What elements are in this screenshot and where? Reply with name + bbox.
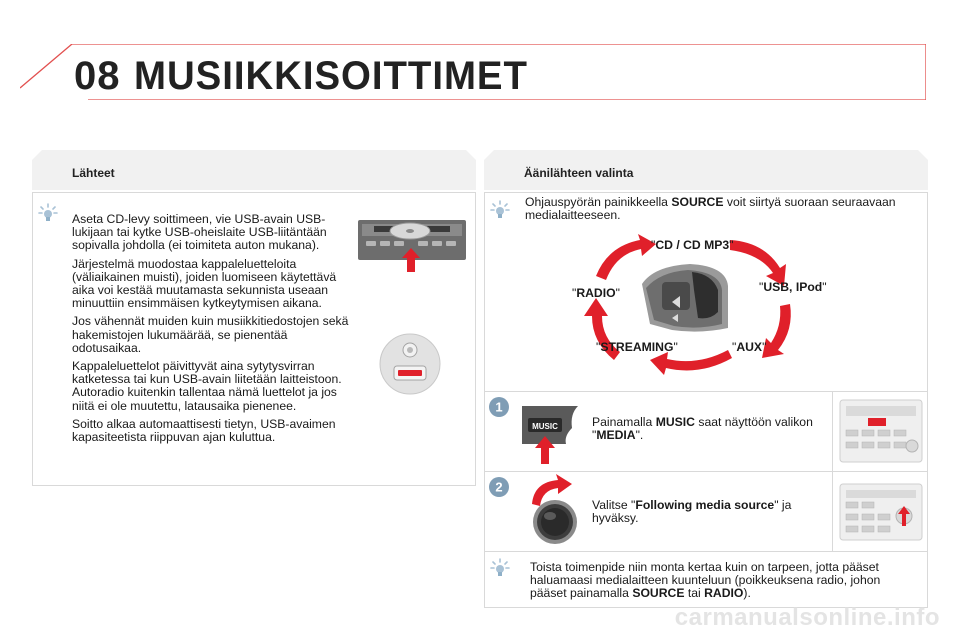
lightbulb-icon [38,203,58,223]
paragraph: Kappaleluettelot päivittyvät aina sytytysvirran katketessa tai kun USB-avain liitetään laitteistoon. Autoradio kuitenkin tallentaa nämä luettelot ja jos niitä ei ole muutettu, latausaika pienenee. [72,359,342,413]
left-panel-heading: Lähteet [72,166,115,180]
step-number: 2 [495,479,503,495]
rotary-knob-illustration [520,474,586,548]
source-label-cd: "CD / CD MP3" [651,238,734,252]
step-1-text: Painamalla MUSIC saat näyttöön valikon "MEDIA". [592,415,813,443]
page-title: MUSIIKKISOITTIMET [134,54,528,98]
step-1-badge [488,396,510,418]
source-label-aux: "AUX" [732,340,767,354]
source-label-streaming: "STREAMING" [596,340,678,354]
source-keyword: SOURCE [671,195,724,209]
step-2-text: Valitse "Following media source" ja hyväksy. [592,498,792,526]
left-panel-text [72,213,352,449]
cd-player-illustration [356,214,468,274]
lightbulb-icon [490,558,510,578]
source-cycle-diagram [580,232,820,382]
source-label-radio: "RADIO" [572,286,620,300]
lightbulb-icon [490,200,510,220]
chapter-number: 08 [74,54,121,98]
radio-faceplate-illustration [838,396,924,466]
music-button-illustration [520,404,590,466]
paragraph: Aseta CD-levy soittimeen, vie USB-avain USB-lukijaan tai kytke USB-oheislaite USB-liitäntään sopivalla johdolla (ei toimiteta auton mukana). [72,212,327,253]
paragraph: Soitto alkaa automaattisesti tietyn, USB-avaimen kapasiteetista riippuvan ajan kuluttua. [72,416,336,445]
radio-faceplate-illustration [838,480,924,544]
step-2-badge [488,476,510,498]
left-panel-heading-bar [32,150,476,190]
paragraph: Järjestelmä muodostaa kappaleluetteloita (väliaikainen muisti), joiden luomiseen käytettävä aika voi kestää muutamasta sekunnista useaan minuuttiin ensimmäisen kytkeytymisen aikana. [72,256,337,311]
step-number: 1 [495,399,503,415]
usb-port-illustration [378,332,442,396]
right-panel-heading-bar [484,150,928,190]
source-label-usb: "USB, IPod" [759,280,827,294]
footer-note: Toista toimenpide niin monta kertaa kuin on tarpeen, jotta pääset haluamaasi medialaitteen kuunteluun (poikkeuksena radio, johon pääset painamalla SOURCE tai RADIO). [530,560,881,601]
right-panel-heading: Äänilähteen valinta [524,166,634,180]
source-intro: Ohjauspyörän painikkeella SOURCE voit siirtyä suoraan seuraavaan medialaitteeseen. [525,195,896,223]
music-key-label: MUSIC [532,422,558,431]
paragraph: Jos vähennät muiden kuin musiikkitiedostojen sekä hakemistojen lukumäärää, se pienentää odotusaikaa. [72,314,349,355]
watermark: carmanualsonline.info [674,604,940,631]
steering-wheel-control [642,264,728,332]
